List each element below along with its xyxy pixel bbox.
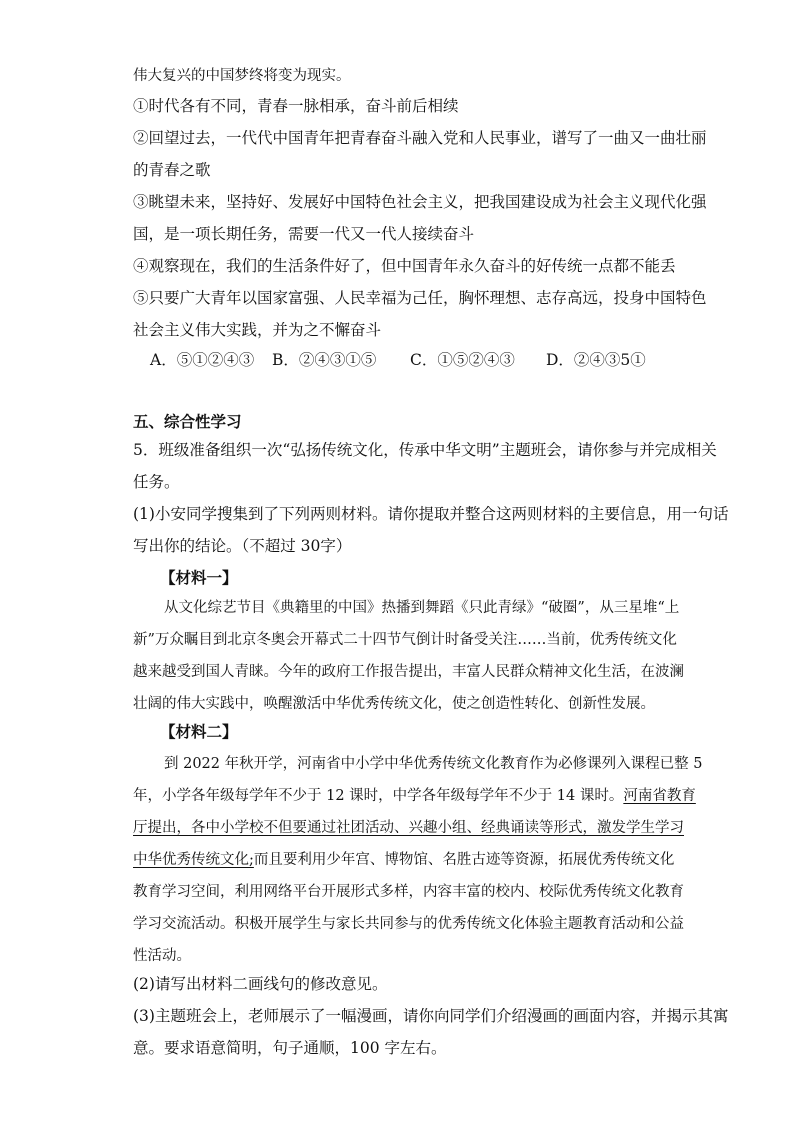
material-2-line6: 学习交流活动。积极开展学生与家长共同参与的优秀传统文化体验主题教育活动和公益 xyxy=(133,916,684,932)
statement-5-line2: 社会主义伟大实践，并为之不懈奋斗 xyxy=(133,321,382,339)
q5-2-text: (2)请写出材料二画线句的修改意见。 xyxy=(133,975,388,993)
statement-2-line1: ②回望过去，一代代中国青年把青春奋斗融入党和人民事业，谱写了一曲又一曲壮丽 xyxy=(133,129,707,147)
statement-2-line2: 的青春之歌 xyxy=(133,161,211,179)
material-2-line1: 到 2022 年秋开学，河南省中小学中华优秀传统文化教育作为必修课列入课程已整 5 xyxy=(164,756,703,772)
material-2-line4 xyxy=(133,850,674,870)
material-2-underlined-line: 厅提出，各中小学校不但要通过社团活动、兴趣小组、经典诵读等形式，激发学生学习 xyxy=(133,820,684,836)
material-2-line2 xyxy=(133,786,696,806)
material-2-underlined-start: 河南省教育 xyxy=(623,788,696,804)
material-2-underlined-end: 中华优秀传统文化; xyxy=(133,852,254,868)
material-2-line5: 教育学习空间，利用网络平台开展形式多样，内容丰富的校内、校际优秀传统文化教育 xyxy=(133,884,684,900)
q5-1-line1: (1)小安同学搜集到了下列两则材料。请你提取并整合这两则材料的主要信息，用一句话 xyxy=(133,505,729,523)
material-1-line3: 越来越受到国人青睐。今年的政府工作报告提出，丰富人民群众精神文化生活，在波澜 xyxy=(133,664,684,680)
section-5-heading: 五、综合性学习 xyxy=(133,412,242,431)
statement-5-line1: ⑤只要广大青年以国家富强、人民幸福为己任，胸怀理想、志存高远，投身中国特色 xyxy=(133,289,707,307)
material-1-line2: 新”万众瞩目到北京冬奥会开幕式二十四节气倒计时备受关注……当前，优秀传统文化 xyxy=(133,632,677,648)
material-2-line7: 性活动。 xyxy=(133,948,191,964)
option-b[interactable]: B．②④③①⑤ xyxy=(272,351,377,369)
statement-3-line1: ③眺望未来，坚持好、发展好中国特色社会主义，把我国建设成为社会主义现代化强 xyxy=(133,193,707,211)
material-2-line2-plain: 年，小学各年级每学年不少于 12 课时，中学各年级每学年不少于 14 课时。 xyxy=(133,788,624,804)
option-d[interactable]: D．②④③5① xyxy=(546,351,646,369)
statement-4: ④观察现在，我们的生活条件好了，但中国青年永久奋斗的好传统一点都不能丢 xyxy=(133,257,676,275)
option-c[interactable]: C．①⑤②④③ xyxy=(410,351,515,369)
q5-intro-line1: 5．班级准备组织一次“弘扬传统文化，传承中华文明”主题班会，请你参与并完成相关 xyxy=(133,441,717,459)
statement-1: ①时代各有不同，青春一脉相承，奋斗前后相续 xyxy=(133,97,459,115)
material-2-line4-plain: 而且要利用少年宫、博物馆、名胜古迹等资源，拓展优秀传统文化 xyxy=(253,852,675,868)
q5-3-line2: 意。要求语意简明，句子通顺，100 字左右。 xyxy=(133,1039,447,1057)
answer-options xyxy=(150,350,646,370)
q5-intro-line2: 任务。 xyxy=(133,473,180,491)
material-1-line4: 壮阔的伟大实践中，唤醒激活中华优秀传统文化，使之创造性转化、创新性发展。 xyxy=(133,696,655,712)
material-1-title: 【材料一】 xyxy=(160,568,238,587)
q4-tail-text: 伟大复兴的中国梦终将变为现实。 xyxy=(133,68,351,84)
q5-1-line2: 写出你的结论。（不超过 30字） xyxy=(133,537,352,555)
material-2-title: 【材料二】 xyxy=(160,722,238,741)
option-a[interactable]: A．⑤①②④③ xyxy=(150,351,255,369)
material-1-line1: 从文化综艺节目《典籍里的中国》热播到舞蹈《只此青绿》“破圈”，从三星堆“上 xyxy=(164,600,680,616)
q5-3-line1: (3)主题班会上，老师展示了一幅漫画，请你向同学们介绍漫画的画面内容，并揭示其寓 xyxy=(133,1007,729,1025)
statement-3-line2: 国，是一项长期任务，需要一代又一代人接续奋斗 xyxy=(133,225,475,243)
